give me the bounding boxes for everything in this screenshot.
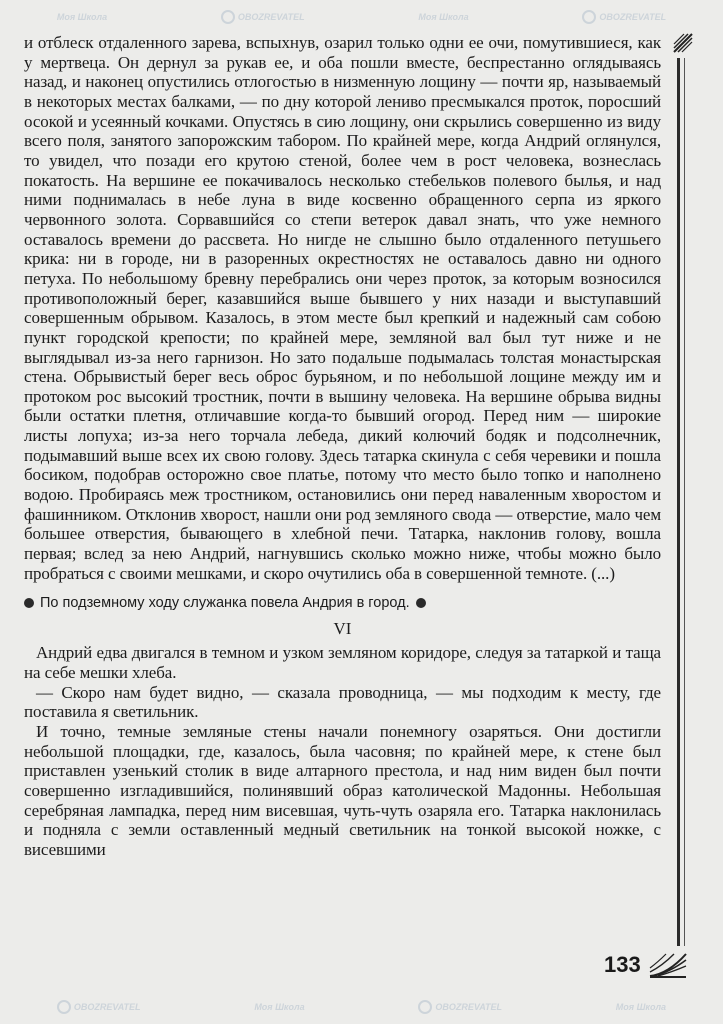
watermark: Моя Школа bbox=[418, 12, 469, 22]
page-margin-rule bbox=[677, 58, 680, 946]
watermark-logo-icon bbox=[582, 10, 596, 24]
paragraph: Андрий едва двигался в темном и узком земляном коридоре, следуя за татаркой и таща на себе мешки хлеба. bbox=[24, 643, 661, 683]
page-number: 133 bbox=[604, 952, 641, 977]
bullet-icon bbox=[416, 598, 426, 608]
page-margin-rule-thin bbox=[684, 58, 685, 946]
paragraph: — Скоро нам будет видно, — сказала проводница, — мы подходим к месту, где поставила я светильник. bbox=[24, 682, 661, 722]
watermark-row bbox=[0, 1000, 723, 1014]
watermark: Моя Школа bbox=[615, 1002, 667, 1012]
paragraph: И точно, темные земляные стены начали понемногу озаряться. Они достигли небольшой площадки, где, казалось, была часовня; по крайней мере, к стене был приставлен узенький столик в виде алтарного престола, и над ним виден был почти совершенно изгладившийся, полинявший образ католической Мадонны. Небольшая серебряная лампадка, перед ним висевшая, чуть-чуть озаряла его. Татарка наклонилась и подняла с земли оставленный медный светильник на тонкой высокой ножке, с висевшими bbox=[24, 722, 661, 859]
watermark-logo-icon bbox=[418, 1000, 432, 1014]
watermark: OBOZREVATEL bbox=[57, 1000, 141, 1014]
watermark-logo-icon bbox=[221, 10, 235, 24]
watermark: OBOZREVATEL bbox=[418, 1000, 502, 1014]
page-number-ornament-icon bbox=[648, 950, 688, 980]
watermark: OBOZREVATEL bbox=[221, 10, 305, 24]
watermark: Моя Школа bbox=[56, 12, 108, 22]
text-column bbox=[24, 33, 661, 860]
chapter-summary bbox=[24, 593, 661, 613]
summary-text: По подземному ходу служанка повела Андрия в город. bbox=[40, 595, 410, 612]
watermark: Моя Школа bbox=[254, 1002, 305, 1012]
bullet-icon bbox=[24, 598, 34, 608]
chapter-heading: VI bbox=[333, 619, 352, 639]
watermark: OBOZREVATEL bbox=[582, 10, 666, 24]
paragraph-continuation: и отблеск отдаленного зарева, вспыхнув, озарил только одни ее очи, помутившиеся, как у мертвеца. Он дернул за рукав ее, и оба пошли вместе, беспрестанно оглядываясь назад, и наконец опустились отлогостью в низменную лощину — почти яр, называемый в некоторых местах балками, — по дну которой лениво пресмыкался проток, поросший осокой и усеянный кочками. Опустясь в сию лощину, они скрылись совершенно из виду всего поля, занятого запорожским табором. По крайней мере, когда Андрий оглянулся, то увидел, что позади его крутою стеной, более чем в рост человека, вознеслась покатость. На вершине ее покачивалось несколько стебельков полевого былья, и над ними поднималась в небе луна в виде косвенно обращенного серпа из яркого червонного золота. Сорвавшийся со степи ветерок давал знать, что уже немного оставалось времени до рассвета. Но нигде не слышно было отдаленного петушьего крика: ни в городе, ни в разоренных окрестностях не оставалось давно ни одного петуха. По небольшому бревну перебрались они через проток, за которым возносился противоположный берег, казавшийся выше бывшего у них назади и выступавший совершенным обрывом. Казалось, в этом месте был крепкий и надежный сам собою пункт городской крепости; по крайней мере, земляной вал был тут ниже и не выглядывал из-за него гарнизон. Но зато подальше подымалась толстая монастырская стена. Обрывистый берег весь оброс бурьяном, и по небольшой лощине между им и протоком рос высокий тростник, почти в вышину человека. На вершине обрыва видны были остатки плетня, отличавшие когда-то бывший огород. Перед ним — широкие листы лопуха; из-за него торчала лебеда, дикий колючий бодяк и подсолнечник, подымавший выше всех их свою голову. Здесь татарка скинула с себя черевики и пошла босиком, подобрав осторожно свое платье, потому что место было топко и наполнено водою. Пробираясь меж тростником, остановились они перед наваленным хворостом и фашинником. Отклонив хворост, нашли они род земляного свода — отверстие, мало чем большее отверстия, бывающего в хлебной печи. Татарка, наклонив голову, вошла первая; вслед за нею Андрий, нагнувшись сколько можно ниже, чтобы можно было пробраться с своими мешками, и скоро очутились оба в совершенной темноте. (...) bbox=[24, 33, 661, 583]
page-corner-ornament-icon bbox=[670, 30, 696, 56]
watermark-row bbox=[0, 10, 723, 24]
watermark-logo-icon bbox=[57, 1000, 71, 1014]
